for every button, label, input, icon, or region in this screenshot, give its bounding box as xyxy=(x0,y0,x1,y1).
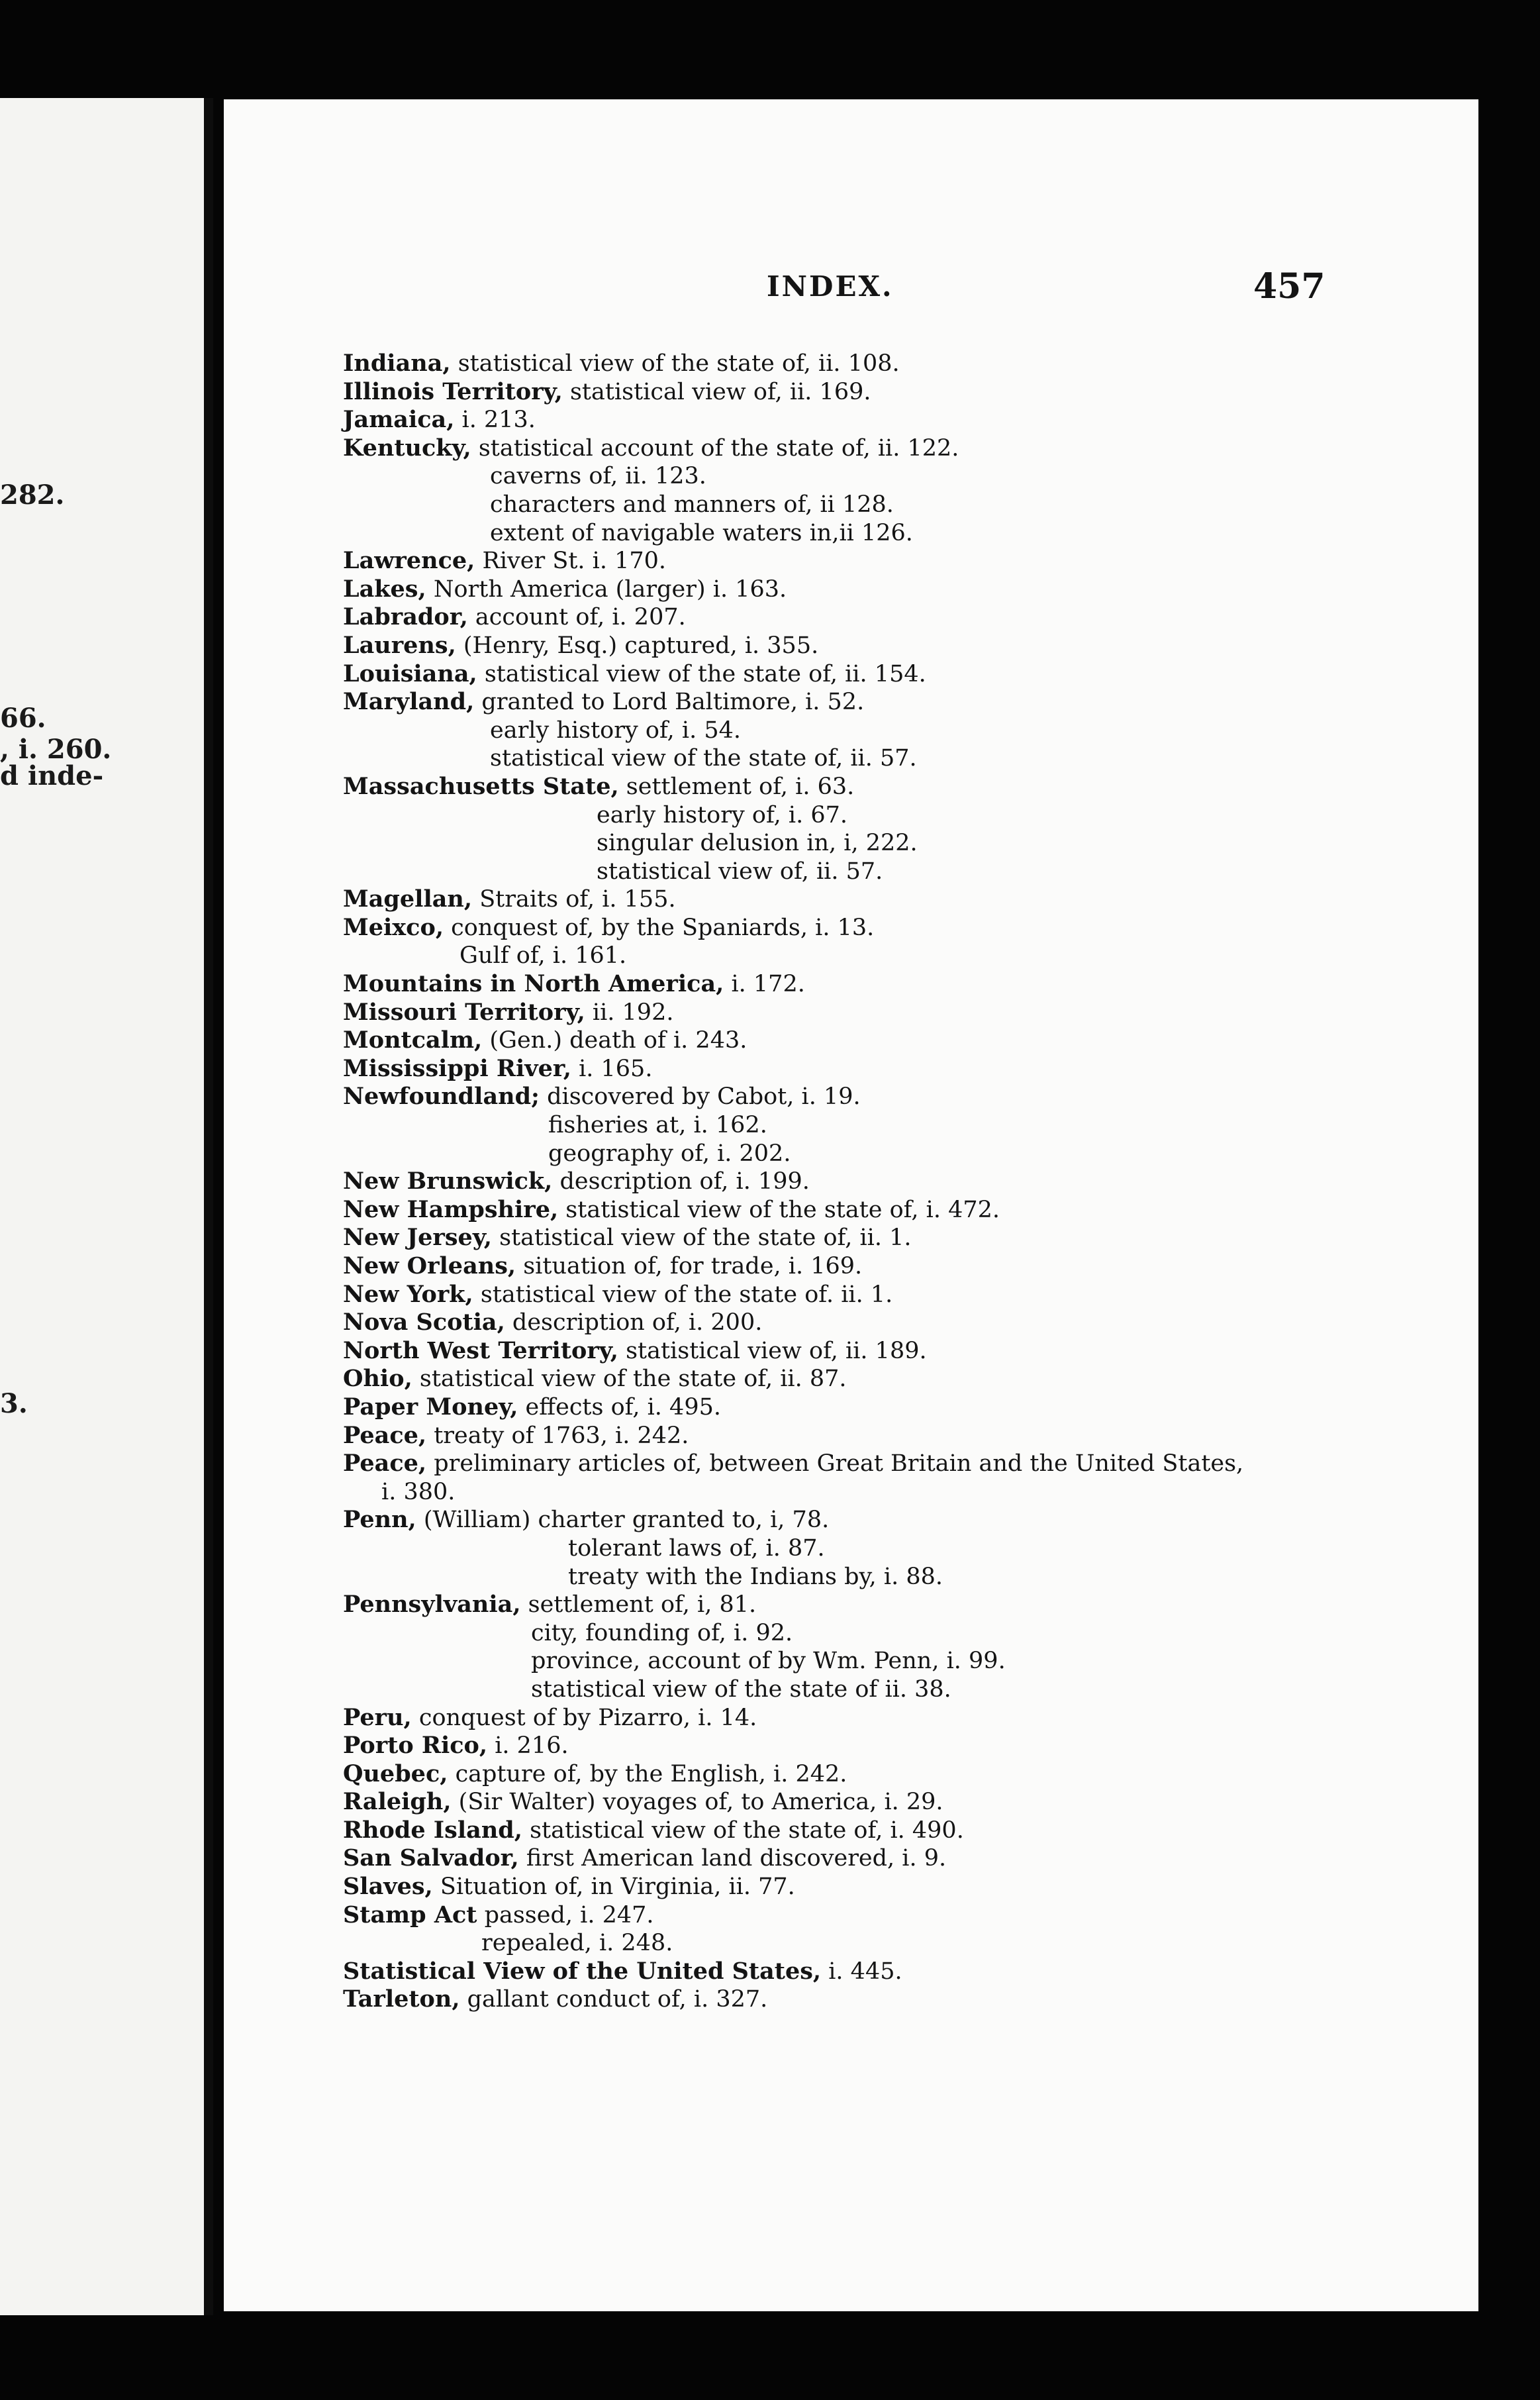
entry-text: conquest of by Pizarro, i. 14. xyxy=(411,1704,757,1731)
entry-text: statistical view of the state of, ii. 154. xyxy=(477,660,926,687)
index-entry xyxy=(343,660,1468,689)
index-entry xyxy=(343,1760,1468,1789)
entry-heading: Raleigh, xyxy=(343,1788,452,1816)
entry-text: ii. 192. xyxy=(585,999,674,1026)
index-entry xyxy=(343,1252,1468,1281)
entry-heading: Mississippi River, xyxy=(343,1054,571,1082)
entry-heading: Penn, xyxy=(343,1506,416,1534)
entry-text: description of, i. 200. xyxy=(505,1309,763,1336)
entry-text: (Henry, Esq.) captured, i. 355. xyxy=(456,632,819,659)
index-subentry xyxy=(343,1140,1468,1168)
entry-text: characters and manners of, ii 128. xyxy=(490,491,894,518)
index-subentry xyxy=(343,1619,1468,1648)
entry-text: statistical view of the state of, ii. 1. xyxy=(492,1225,912,1252)
index-entry xyxy=(343,1958,1468,1986)
entry-text: River St. i. 170. xyxy=(475,548,667,575)
index-entry xyxy=(343,434,1468,463)
left-page-fragment: 66. xyxy=(0,703,46,734)
index-entry xyxy=(343,1422,1468,1450)
entry-heading: Stamp Act xyxy=(343,1901,477,1928)
entry-text: treaty with the Indians by, i. 88. xyxy=(568,1563,943,1590)
index-entry xyxy=(343,885,1468,914)
entry-text: i. 216. xyxy=(487,1732,569,1760)
index-list xyxy=(343,350,1468,2014)
index-entry xyxy=(343,1196,1468,1225)
entry-heading: Montcalm, xyxy=(343,1026,483,1054)
entry-heading: New Brunswick, xyxy=(343,1168,553,1195)
left-page-fragment: d inde- xyxy=(0,760,104,791)
entry-text: Straits of, i. 155. xyxy=(472,886,676,913)
entry-text: statistical view of the state of, i. 472. xyxy=(558,1196,1000,1223)
index-entry xyxy=(343,547,1468,575)
entry-text: statistical view of the state of, ii. 108. xyxy=(450,350,900,377)
entry-heading: Ohio, xyxy=(343,1365,412,1393)
entry-heading: Rhode Island, xyxy=(343,1816,522,1844)
index-entry xyxy=(343,1224,1468,1252)
entry-heading: Slaves, xyxy=(343,1873,433,1901)
left-page-fragment: 3. xyxy=(0,1388,28,1419)
entry-text: statistical view of, ii. 169. xyxy=(562,378,871,405)
index-entry xyxy=(343,378,1468,407)
entry-heading: New Orleans, xyxy=(343,1252,516,1279)
index-entry xyxy=(343,1055,1468,1083)
index-subentry xyxy=(343,717,1468,745)
entry-text: situation of, for trade, i. 169. xyxy=(516,1253,863,1279)
page-title: INDEX. xyxy=(767,270,894,303)
entry-heading: Peace, xyxy=(343,1450,427,1477)
entry-text: settlement of, i. 63. xyxy=(618,773,855,800)
entry-text: North America (larger) i. 163. xyxy=(426,575,787,603)
index-entry xyxy=(343,1393,1468,1422)
entry-heading: Laurens, xyxy=(343,631,456,659)
entry-heading: North West Territory, xyxy=(343,1336,618,1364)
entry-text: gallant conduct of, i. 327. xyxy=(459,1986,768,2013)
index-entry xyxy=(343,914,1468,942)
entry-text: Gulf of, i. 161. xyxy=(459,942,627,970)
entry-text: early history of, i. 54. xyxy=(490,717,742,744)
index-entry xyxy=(343,1817,1468,1845)
entry-heading: Kentucky, xyxy=(343,434,471,462)
index-entry xyxy=(343,632,1468,660)
entry-text: early history of, i. 67. xyxy=(597,801,848,828)
entry-text: discovered by Cabot, i. 19. xyxy=(539,1083,861,1111)
index-entry xyxy=(343,1309,1468,1337)
index-entry xyxy=(343,1985,1468,2014)
entry-text: settlement of, i, 81. xyxy=(520,1591,757,1619)
entry-text: i. 172. xyxy=(724,971,805,998)
entry-text: repealed, i. 248. xyxy=(481,1930,673,1957)
entry-heading: Massachusetts State, xyxy=(343,772,619,800)
entry-heading: Statistical View of the United States, xyxy=(343,1957,822,1985)
index-entry xyxy=(343,1337,1468,1366)
entry-text: i. 213. xyxy=(454,407,536,434)
entry-text: passed, i. 247. xyxy=(477,1901,654,1928)
index-subentry xyxy=(343,519,1468,548)
entry-heading: New Jersey, xyxy=(343,1224,492,1252)
entry-heading: Lawrence, xyxy=(343,547,475,575)
index-entry xyxy=(343,970,1468,999)
index-subentry xyxy=(343,829,1468,858)
index-entry xyxy=(343,1844,1468,1873)
entry-heading: Porto Rico, xyxy=(343,1732,488,1760)
index-entry xyxy=(343,1026,1468,1055)
entry-text: i. 380. xyxy=(381,1478,456,1505)
page-header xyxy=(224,266,1478,310)
entry-text: (Sir Walter) voyages of, to America, i. 29. xyxy=(451,1789,943,1816)
entry-text: account of, i. 207. xyxy=(467,604,686,631)
entry-text: fisheries at, i. 162. xyxy=(548,1112,767,1139)
entry-text: city, founding of, i. 92. xyxy=(531,1619,793,1646)
entry-text: i. 165. xyxy=(571,1055,653,1082)
entry-text: statistical view of the state of, i. 490. xyxy=(522,1817,964,1844)
entry-text: extent of navigable waters in,ii 126. xyxy=(490,519,913,546)
index-subentry xyxy=(343,801,1468,830)
entry-heading: Pennsylvania, xyxy=(343,1591,521,1619)
entry-heading: Peace, xyxy=(343,1421,427,1449)
entry-heading: New Hampshire, xyxy=(343,1195,559,1223)
entry-text: statistical view of the state of, ii. 57. xyxy=(490,745,917,772)
index-subentry xyxy=(343,1647,1468,1675)
index-entry xyxy=(343,350,1468,378)
entry-text: statistical view of the state of, ii. 87. xyxy=(412,1366,847,1393)
index-entry xyxy=(343,773,1468,801)
index-entry xyxy=(343,1365,1468,1393)
left-page-fragment: 282. xyxy=(0,479,65,511)
index-entry xyxy=(343,603,1468,632)
index-subentry xyxy=(343,462,1468,491)
index-entry xyxy=(343,1168,1468,1196)
entry-heading: Quebec, xyxy=(343,1760,448,1787)
index-entry xyxy=(343,406,1468,434)
index-entry xyxy=(343,1873,1468,1901)
index-page xyxy=(224,99,1478,2311)
entry-text: geography of, i. 202. xyxy=(548,1140,791,1167)
index-entry xyxy=(343,1591,1468,1619)
entry-text: granted to Lord Baltimore, i. 52. xyxy=(474,689,865,716)
entry-heading: Maryland, xyxy=(343,688,475,716)
index-subentry xyxy=(343,744,1468,773)
index-subentry xyxy=(343,942,1468,970)
entry-text: effects of, i. 495. xyxy=(518,1393,721,1421)
index-entry xyxy=(343,1450,1468,1478)
index-entry xyxy=(343,688,1468,717)
index-entry xyxy=(343,999,1468,1027)
index-entry xyxy=(343,1788,1468,1817)
entry-text: caverns of, ii. 123. xyxy=(490,463,706,490)
index-subentry xyxy=(343,858,1468,886)
entry-heading: Jamaica, xyxy=(343,406,455,434)
entry-text: tolerant laws of, i. 87. xyxy=(568,1534,825,1562)
entry-text: treaty of 1763, i. 242. xyxy=(426,1422,689,1449)
page-number: 457 xyxy=(1253,266,1325,307)
entry-text: preliminary articles of, between Great Britain and the United States, xyxy=(426,1450,1244,1477)
left-page-edge xyxy=(0,98,213,2315)
index-subentry xyxy=(343,1929,1468,1958)
index-entry xyxy=(343,1506,1468,1534)
entry-text: province, account of by Wm. Penn, i. 99. xyxy=(531,1648,1006,1675)
left-page-fragment: , i. 260. xyxy=(0,734,112,765)
index-subentry xyxy=(343,1563,1468,1591)
index-entry xyxy=(343,1281,1468,1309)
index-entry xyxy=(343,1704,1468,1732)
entry-heading: Newfoundland; xyxy=(343,1083,540,1111)
entry-text: statistical view of the state of. ii. 1. xyxy=(473,1281,893,1308)
entry-heading: Tarleton, xyxy=(343,1985,460,2013)
index-entry-continuation xyxy=(343,1478,1468,1507)
index-subentry xyxy=(343,491,1468,519)
entry-heading: Missouri Territory, xyxy=(343,998,585,1026)
entry-text: singular delusion in, i, 222. xyxy=(597,830,918,857)
entry-heading: Magellan, xyxy=(343,885,473,913)
entry-heading: San Salvador, xyxy=(343,1844,519,1872)
entry-heading: Illinois Territory, xyxy=(343,377,563,405)
index-entry xyxy=(343,575,1468,604)
entry-heading: Paper Money, xyxy=(343,1393,518,1421)
entry-text: statistical view of, ii. 57. xyxy=(597,858,883,885)
index-subentry xyxy=(343,1111,1468,1140)
entry-text: conquest of, by the Spaniards, i. 13. xyxy=(444,914,875,941)
index-subentry xyxy=(343,1675,1468,1704)
entry-text: (Gen.) death of i. 243. xyxy=(482,1027,747,1054)
entry-text: i. 445. xyxy=(821,1958,902,1985)
entry-heading: New York, xyxy=(343,1280,473,1308)
entry-text: Situation of, in Virginia, ii. 77. xyxy=(432,1874,795,1901)
index-entry xyxy=(343,1083,1468,1111)
entry-text: statistical view of the state of ii. 38. xyxy=(531,1675,951,1703)
entry-heading: Indiana, xyxy=(343,350,451,377)
entry-text: statistical account of the state of, ii. 122. xyxy=(471,434,959,462)
entry-text: first American land discovered, i. 9. xyxy=(518,1845,947,1872)
entry-heading: Meixco, xyxy=(343,913,444,941)
entry-heading: Peru, xyxy=(343,1703,412,1731)
index-entry xyxy=(343,1732,1468,1760)
entry-heading: Nova Scotia, xyxy=(343,1309,505,1336)
entry-text: statistical view of, ii. 189. xyxy=(618,1337,927,1364)
index-entry xyxy=(343,1901,1468,1930)
entry-heading: Labrador, xyxy=(343,603,468,631)
entry-heading: Louisiana, xyxy=(343,660,477,687)
entry-text: (William) charter granted to, i, 78. xyxy=(416,1507,830,1534)
index-subentry xyxy=(343,1534,1468,1563)
entry-text: capture of, by the English, i. 242. xyxy=(448,1760,847,1787)
entry-text: description of, i. 199. xyxy=(552,1168,810,1195)
entry-heading: Mountains in North America, xyxy=(343,970,724,998)
entry-heading: Lakes, xyxy=(343,575,426,603)
